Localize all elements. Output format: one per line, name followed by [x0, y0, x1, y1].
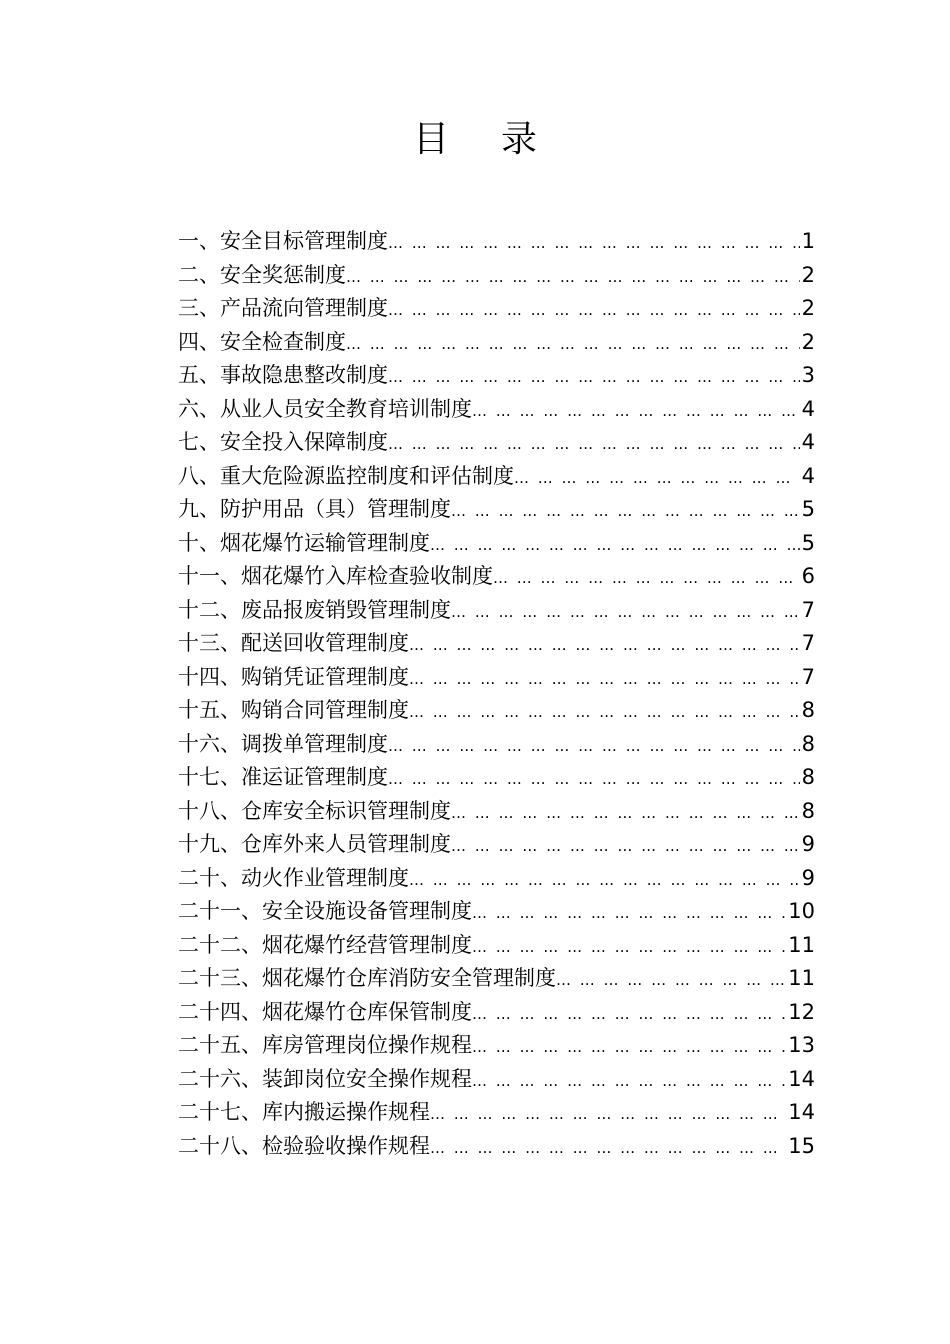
toc-entry[interactable] — [178, 259, 815, 293]
toc-entry[interactable] — [178, 996, 815, 1030]
toc-entry-label: 二十八、检验验收操作规程 — [178, 1133, 430, 1158]
table-of-contents — [178, 225, 815, 1163]
toc-dot-leader — [472, 998, 786, 1032]
toc-entry-page-number: 14 — [788, 1066, 815, 1091]
toc-entry-page-number: 2 — [801, 262, 815, 287]
toc-entry[interactable] — [178, 1096, 815, 1130]
toc-dot-leader — [472, 1031, 786, 1065]
toc-entry-page-number: 12 — [788, 999, 815, 1024]
toc-dot-leader — [388, 428, 800, 462]
toc-entry[interactable] — [178, 929, 815, 963]
toc-entry-page-number: 7 — [801, 664, 815, 689]
toc-entry-page-number: 5 — [801, 497, 815, 521]
toc-entry-page-number: 4 — [801, 463, 815, 488]
toc-entry[interactable] — [178, 594, 815, 628]
page-title — [0, 112, 950, 168]
toc-dot-leader — [451, 797, 800, 831]
toc-entry-label: 六、从业人员安全教育培训制度 — [178, 396, 472, 421]
toc-entry-label: 二十七、库内搬运操作规程 — [178, 1100, 430, 1124]
toc-entry-label: 四、安全检查制度 — [178, 329, 346, 354]
toc-entry-page-number: 8 — [801, 765, 815, 789]
toc-dot-leader — [430, 529, 800, 563]
toc-entry-page-number: 14 — [788, 1100, 815, 1124]
toc-entry-label: 二十一、安全设施设备管理制度 — [178, 899, 472, 923]
toc-entry-label: 十九、仓库外来人员管理制度 — [178, 832, 451, 856]
title-char-1: 目 — [413, 119, 450, 160]
toc-entry-label: 二十三、烟花爆竹仓库消防安全管理制度 — [178, 966, 556, 990]
toc-entry[interactable] — [178, 1029, 815, 1063]
toc-dot-leader — [493, 562, 800, 596]
toc-entry-label: 八、重大危险源监控制度和评估制度 — [178, 463, 514, 488]
toc-entry-page-number: 2 — [801, 329, 815, 354]
toc-entry-page-number: 8 — [801, 731, 815, 756]
toc-entry-page-number: 7 — [801, 597, 815, 622]
toc-entry[interactable] — [178, 694, 815, 728]
toc-dot-leader — [430, 1132, 786, 1166]
toc-entry-label: 十八、仓库安全标识管理制度 — [178, 798, 451, 823]
toc-dot-leader — [451, 830, 800, 864]
toc-entry-label: 十、烟花爆竹运输管理制度 — [178, 530, 430, 555]
toc-entry-label: 九、防护用品（具）管理制度 — [178, 497, 451, 521]
toc-entry-label: 十四、购销凭证管理制度 — [178, 664, 409, 689]
toc-entry[interactable] — [178, 962, 815, 996]
toc-entry-page-number: 8 — [801, 698, 815, 722]
toc-entry[interactable] — [178, 1130, 815, 1164]
toc-dot-leader — [472, 931, 786, 965]
toc-dot-leader — [388, 763, 800, 797]
toc-entry-page-number: 2 — [801, 296, 815, 320]
toc-entry[interactable] — [178, 426, 815, 460]
toc-entry-page-number: 1 — [801, 229, 815, 253]
toc-entry-label: 二十二、烟花爆竹经营管理制度 — [178, 932, 472, 957]
toc-entry-label: 十六、调拨单管理制度 — [178, 731, 388, 756]
toc-entry-label: 三、产品流向管理制度 — [178, 296, 388, 320]
toc-dot-leader — [388, 227, 800, 261]
toc-entry-page-number: 10 — [788, 899, 815, 923]
toc-entry-label: 五、事故隐患整改制度 — [178, 363, 388, 387]
toc-entry-page-number: 9 — [801, 865, 815, 890]
toc-entry[interactable] — [178, 627, 815, 661]
toc-entry-label: 十二、废品报废销毁管理制度 — [178, 597, 451, 622]
toc-dot-leader — [409, 864, 800, 898]
toc-dot-leader — [472, 1065, 786, 1099]
toc-entry[interactable] — [178, 359, 815, 393]
toc-entry[interactable] — [178, 728, 815, 762]
toc-entry-page-number: 13 — [788, 1033, 815, 1057]
toc-entry[interactable] — [178, 862, 815, 896]
toc-entry[interactable] — [178, 225, 815, 259]
toc-entry-label: 二、安全奖惩制度 — [178, 262, 346, 287]
toc-dot-leader — [451, 495, 800, 529]
toc-entry[interactable] — [178, 560, 815, 594]
toc-entry[interactable] — [178, 828, 815, 862]
toc-entry-label: 七、安全投入保障制度 — [178, 430, 388, 454]
toc-entry-page-number: 4 — [801, 396, 815, 421]
toc-dot-leader — [346, 328, 800, 362]
toc-entry-label: 二十五、库房管理岗位操作规程 — [178, 1033, 472, 1057]
toc-entry-page-number: 4 — [801, 430, 815, 454]
toc-entry[interactable] — [178, 460, 815, 494]
toc-entry[interactable] — [178, 393, 815, 427]
toc-entry-page-number: 8 — [801, 798, 815, 823]
toc-entry-page-number: 11 — [788, 932, 815, 957]
toc-dot-leader — [472, 395, 800, 429]
toc-entry-page-number: 5 — [801, 530, 815, 555]
toc-dot-leader — [388, 730, 800, 764]
toc-dot-leader — [472, 897, 786, 931]
toc-entry-label: 二十六、装卸岗位安全操作规程 — [178, 1066, 472, 1091]
toc-entry-page-number: 11 — [788, 966, 815, 990]
toc-entry-label: 二十四、烟花爆竹仓库保管制度 — [178, 999, 472, 1024]
toc-dot-leader — [556, 964, 786, 998]
toc-dot-leader — [514, 462, 800, 496]
toc-entry-label: 十三、配送回收管理制度 — [178, 631, 409, 655]
toc-dot-leader — [409, 663, 800, 697]
toc-entry-label: 十七、准运证管理制度 — [178, 765, 388, 789]
toc-entry-page-number: 6 — [801, 564, 815, 588]
toc-dot-leader — [409, 696, 800, 730]
toc-entry[interactable] — [178, 761, 815, 795]
toc-entry[interactable] — [178, 292, 815, 326]
toc-dot-leader — [346, 261, 800, 295]
toc-entry[interactable] — [178, 326, 815, 360]
toc-dot-leader — [388, 361, 800, 395]
toc-entry[interactable] — [178, 895, 815, 929]
toc-entry-label: 十一、烟花爆竹入库检查验收制度 — [178, 564, 493, 588]
toc-entry-page-number: 3 — [801, 363, 815, 387]
title-char-2: 录 — [501, 119, 538, 160]
toc-entry[interactable] — [178, 1063, 815, 1097]
toc-dot-leader — [409, 629, 800, 663]
toc-dot-leader — [451, 596, 800, 630]
toc-entry[interactable] — [178, 661, 815, 695]
toc-entry-page-number: 9 — [801, 832, 815, 856]
toc-dot-leader — [388, 294, 800, 328]
toc-entry-label: 十五、购销合同管理制度 — [178, 698, 409, 722]
toc-dot-leader — [430, 1098, 786, 1132]
toc-entry[interactable] — [178, 527, 815, 561]
toc-entry[interactable] — [178, 795, 815, 829]
toc-entry-page-number: 15 — [788, 1133, 815, 1158]
toc-entry-page-number: 7 — [801, 631, 815, 655]
toc-entry-label: 二十、动火作业管理制度 — [178, 865, 409, 890]
toc-entry-label: 一、安全目标管理制度 — [178, 229, 388, 253]
toc-entry[interactable] — [178, 493, 815, 527]
